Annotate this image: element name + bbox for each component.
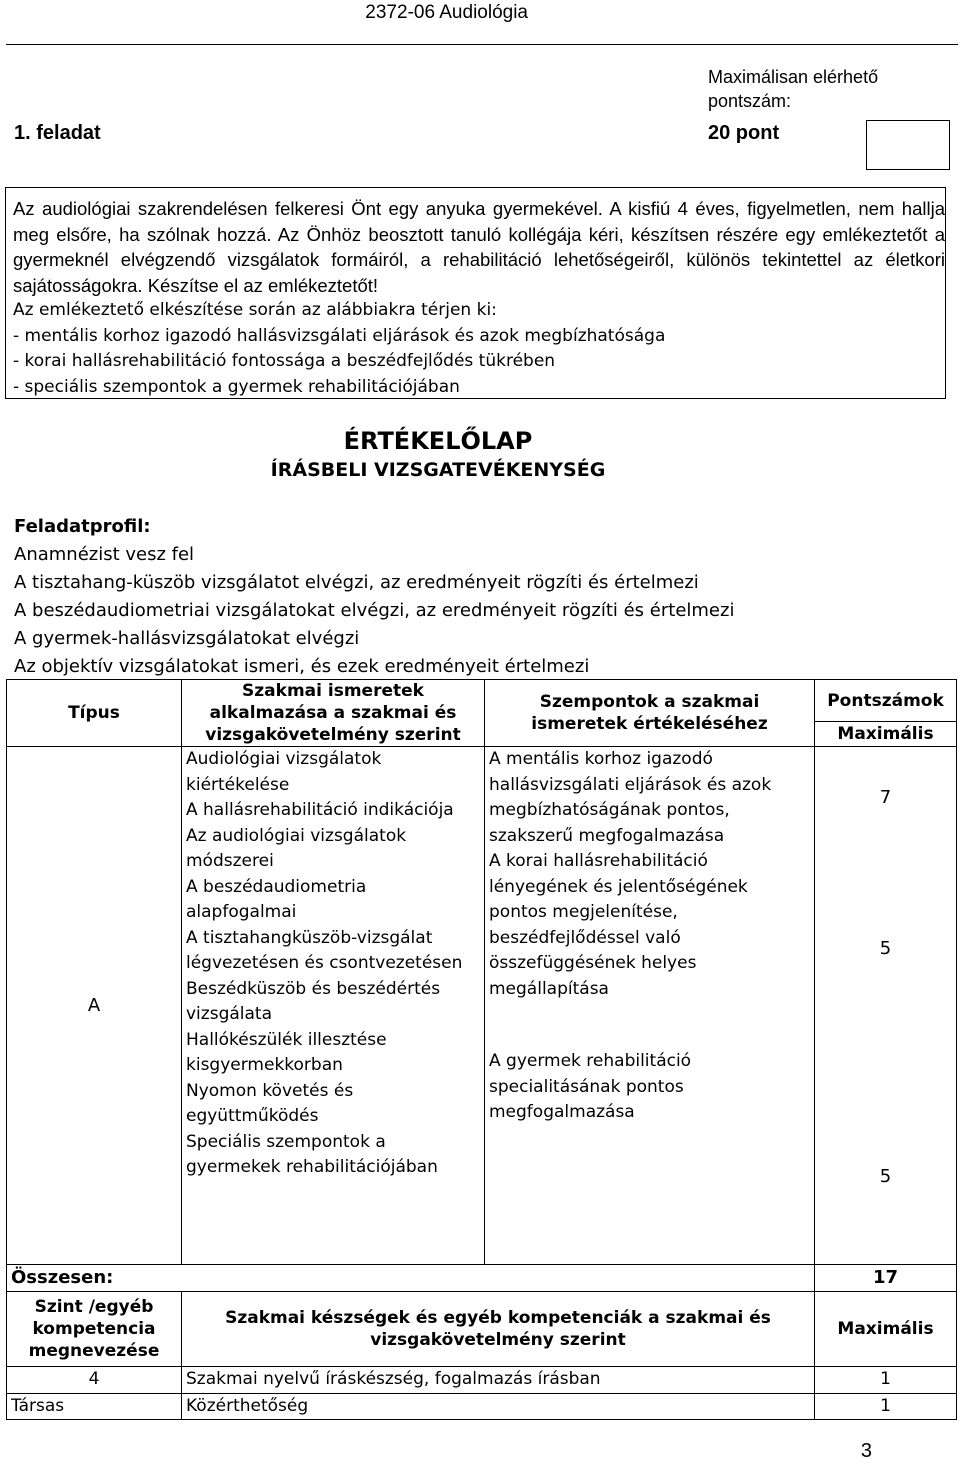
criteria-item: A korai hallásrehabilitáció lényegének és jelentőségének pontos megjelenítése, beszédfejlődéssel való összefüggésének helyes megállapítása (485, 849, 815, 1049)
task-intro: Az emlékeztető elkészítése során az alábbiakra térjen ki: (13, 300, 497, 320)
task-bullet: - korai hallásrehabilitáció fontossága a beszédfejlődés tükrében (13, 351, 556, 371)
knowledge-item: Az audiológiai vizsgálatok módszerei (186, 825, 407, 871)
page-header-title: 2372-06 Audiológia (365, 2, 528, 23)
skills-skill: Szakmai nyelvű íráskészség, fogalmazás írásban (182, 1367, 815, 1394)
evaluation-subtitle: ÍRÁSBELI VIZSGATEVÉKENYSÉG (270, 459, 606, 481)
skills-level: 4 (7, 1367, 182, 1394)
knowledge-item: Audiológiai vizsgálatok kiértékelése (186, 749, 382, 795)
header-divider (6, 44, 958, 45)
knowledge-item: Hallókészülék illesztése kisgyermekkorban (186, 1029, 387, 1075)
profile-item: A beszédaudiometriai vizsgálatokat elvégzi, az eredményeit rögzíti és értelmezi (14, 600, 735, 621)
max-points-label: Maximálisan elérhető pontszám: (708, 67, 879, 111)
knowledge-item: Beszédküszöb és beszédértés vizsgálata (186, 978, 441, 1024)
knowledge-item: A beszédaudiometria alapfogalmai (186, 876, 367, 922)
max-value: 5 (815, 1049, 957, 1265)
max-value: 5 (815, 849, 957, 1049)
profile-label: Feladatprofil: (14, 516, 151, 537)
task-label: 1. feladat (14, 122, 101, 144)
task-description-box (5, 187, 946, 399)
task-bullet: - speciális szempontok a gyermek rehabilitációjában (13, 376, 460, 397)
header-max: Maximális (815, 722, 957, 747)
type-value: A (7, 747, 182, 1265)
task-points: 20 pont (708, 122, 780, 144)
profile-item: Az objektív vizsgálatokat ismeri, és ezek eredményeit értelmezi (14, 656, 590, 677)
criteria-item: A gyermek rehabilitáció specialitásának pontos megfogalmazása (485, 1049, 815, 1265)
total-label: Összesen: (7, 1265, 815, 1292)
evaluation-table (6, 679, 957, 1420)
evaluation-title: ÉRTÉKELŐLAP (343, 427, 533, 455)
page-number: 3 (860, 1440, 872, 1462)
header-points: Pontszámok (815, 680, 957, 722)
skills-level: Társas (7, 1393, 182, 1420)
knowledge-item: Nyomon követés és együttműködés (186, 1080, 354, 1126)
task-bullet: - mentális korhoz igazodó hallásvizsgálati eljárások és azok megbízhatósága (13, 325, 666, 346)
task-profile (14, 513, 734, 681)
max-value: 7 (815, 747, 957, 850)
profile-item: Anamnézist vesz fel (14, 544, 195, 565)
criteria-item: A mentális korhoz igazodó hallásvizsgálati eljárások és azok megbízhatóságának pontos, szakszerű megfogalmazása (485, 747, 815, 850)
header-knowledge: Szakmai ismeretek alkalmazása a szakmai és vizsgakövetelmény szerint (182, 680, 485, 747)
skills-max: 1 (815, 1367, 957, 1394)
skills-header-level: Szint /egyéb kompetencia megnevezése (7, 1292, 182, 1367)
skills-skill: Közérthetőség (182, 1393, 815, 1420)
skills-header-skills: Szakmai készségek és egyéb kompetenciák a szakmai és vizsgakövetelmény szerint (182, 1292, 815, 1367)
knowledge-item: A tisztahangküszöb-vizsgálat légvezetésen és csontvezetésen (186, 927, 463, 973)
profile-item: A tisztahang-küszöb vizsgálatot elvégzi, az eredményeit rögzíti és értelmezi (14, 572, 699, 593)
task-text: Az audiológiai szakrendelésen felkeresi Önt egy anyuka gyermekével. A kisfiú 4 éves, figyelmetlen, nem hallja meg elsőre, ha szólnak hozzá. Az Önhöz beosztott tanuló kollégája kéri, készítsen részére egy emlékeztetőt a gyermeknél elvégzendő vizsgálatok formáiról, a rehabilitáció lehetőségeiről, különös tekintettel az életkori sajátosságokra. Készítse el az emlékeztetőt! (13, 198, 945, 296)
header-type: Típus (7, 680, 182, 747)
profile-item: A gyermek-hallásvizsgálatokat elvégzi (14, 628, 360, 649)
knowledge-item: Speciális szempontok a gyermekek rehabilitációjában (186, 1131, 438, 1177)
header-criteria: Szempontok a szakmai ismeretek értékeléséhez (485, 680, 815, 747)
skills-header-max: Maximális (815, 1292, 957, 1367)
score-entry-box[interactable] (866, 120, 950, 170)
skills-max: 1 (815, 1393, 957, 1420)
knowledge-list (182, 747, 485, 1265)
knowledge-item: A hallásrehabilitáció indikációja (186, 800, 454, 820)
total-value: 17 (815, 1265, 957, 1292)
